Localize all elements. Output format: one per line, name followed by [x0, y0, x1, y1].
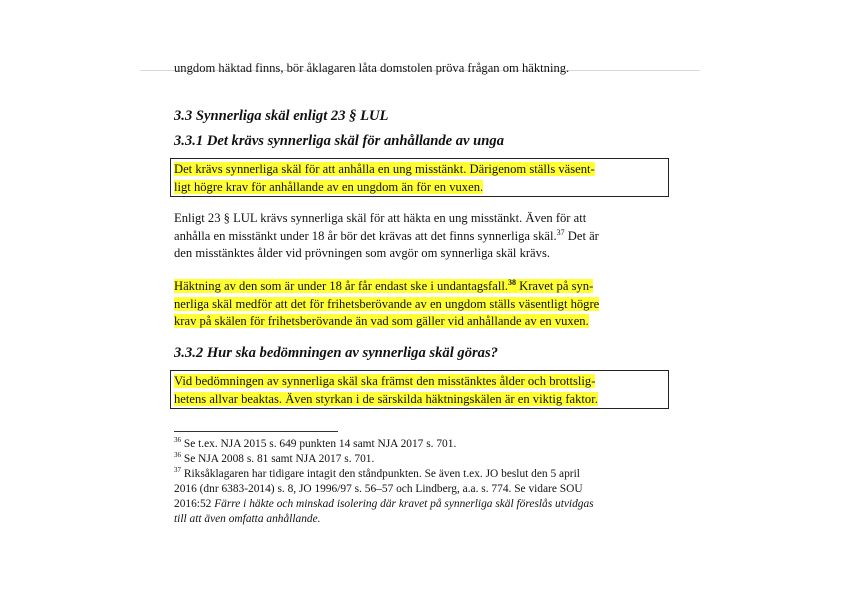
paragraph-2-line-2: nerliga skäl medför att det för frihetsberövande av en ungdom ställs väsentligt högre: [174, 296, 600, 311]
footnote-item: $^{36}$ Se NJA 2008 s. 81 samt NJA 2017 s. 701.: [174, 451, 375, 465]
paragraph-1-line-1: Enligt 23 § LUL krävs synnerliga skäl för att häkta en ung misstänkt. Även för att: [174, 211, 587, 225]
section-heading: 3.3 Synnerliga skäl enligt 23 § LUL: [174, 108, 389, 124]
footnote-ref-37[interactable]: 37: [556, 227, 565, 237]
paragraph-2-highlighted: [174, 278, 599, 331]
highlight-box-1-line-2: ligt högre krav för anhållande av en ungdom än för en vuxen.: [174, 179, 484, 194]
subsection-1-heading: 3.3.1 Det krävs synnerliga skäl för anhållande av unga: [174, 133, 505, 149]
footnote-item: $^{37}$ Riksåklagaren har tidigare intagit den ståndpunkten. Se även t.ex. JO beslut den 5 april: [174, 466, 580, 480]
footnote-line: 2016:52 Färre i häkte och minskad isolering där kravet på synnerliga skäl föreslås utvidgas: [174, 498, 594, 510]
footnote-line-cut-off: till att även omfatta anhållande.: [174, 513, 321, 525]
footnotes: [174, 436, 674, 525]
footnote-line: 2016 (dnr 6383-2014) s. 8, JO 1996/97 s. 56–57 och Lindberg, a.a. s. 774. Se vidare SOU: [174, 483, 583, 495]
highlight-box-2-line-2: hetens allvar beaktas. Även styrkan i de särskilda häktningskälen är en viktig faktor.: [174, 391, 598, 406]
paragraph-2-line-1: Häktning av den som är under 18 år får endast ske i undantagsfall.$^{38}$ Kravet på syn-: [174, 277, 594, 293]
highlight-box-2-line-1: Vid bedömningen av synnerliga skäl ska främst den misstänktes ålder och brottslig-: [174, 374, 596, 388]
paragraph-2-line-3: krav på skälen för frihetsberövande än vad som gäller vid anhållande av en vuxen.: [174, 314, 589, 328]
paragraph-1-line-2: anhålla en misstänkt under 18 år bör det krävas att det finns synnerliga skäl.$^{37}$ Det är: [174, 227, 599, 243]
document-page: [140, 61, 700, 525]
previous-paragraph-end: ungdom häktad finns, bör åklagaren låta domstolen pröva frågan om häktning.: [174, 61, 570, 75]
highlight-box-2: [170, 370, 669, 409]
paragraph-1-line-3: den misstänktes ålder vid prövningen som avgör om synnerliga skäl krävs.: [174, 246, 550, 260]
highlight-box-1-line-1: Det krävs synnerliga skäl för att anhålla en ung misstänkt. Därigenom ställs väsent-: [174, 162, 595, 176]
paragraph-1: [174, 210, 599, 263]
footnote-item: $^{36}$ Se t.ex. NJA 2015 s. 649 punkten 14 samt NJA 2017 s. 701.: [174, 436, 457, 450]
footnote-separator: [174, 431, 338, 432]
highlight-box-1: [170, 158, 669, 197]
subsection-2-heading: 3.3.2 Hur ska bedömningen av synnerliga skäl göras?: [174, 345, 498, 361]
footnote-ref-38[interactable]: 38: [507, 277, 516, 287]
